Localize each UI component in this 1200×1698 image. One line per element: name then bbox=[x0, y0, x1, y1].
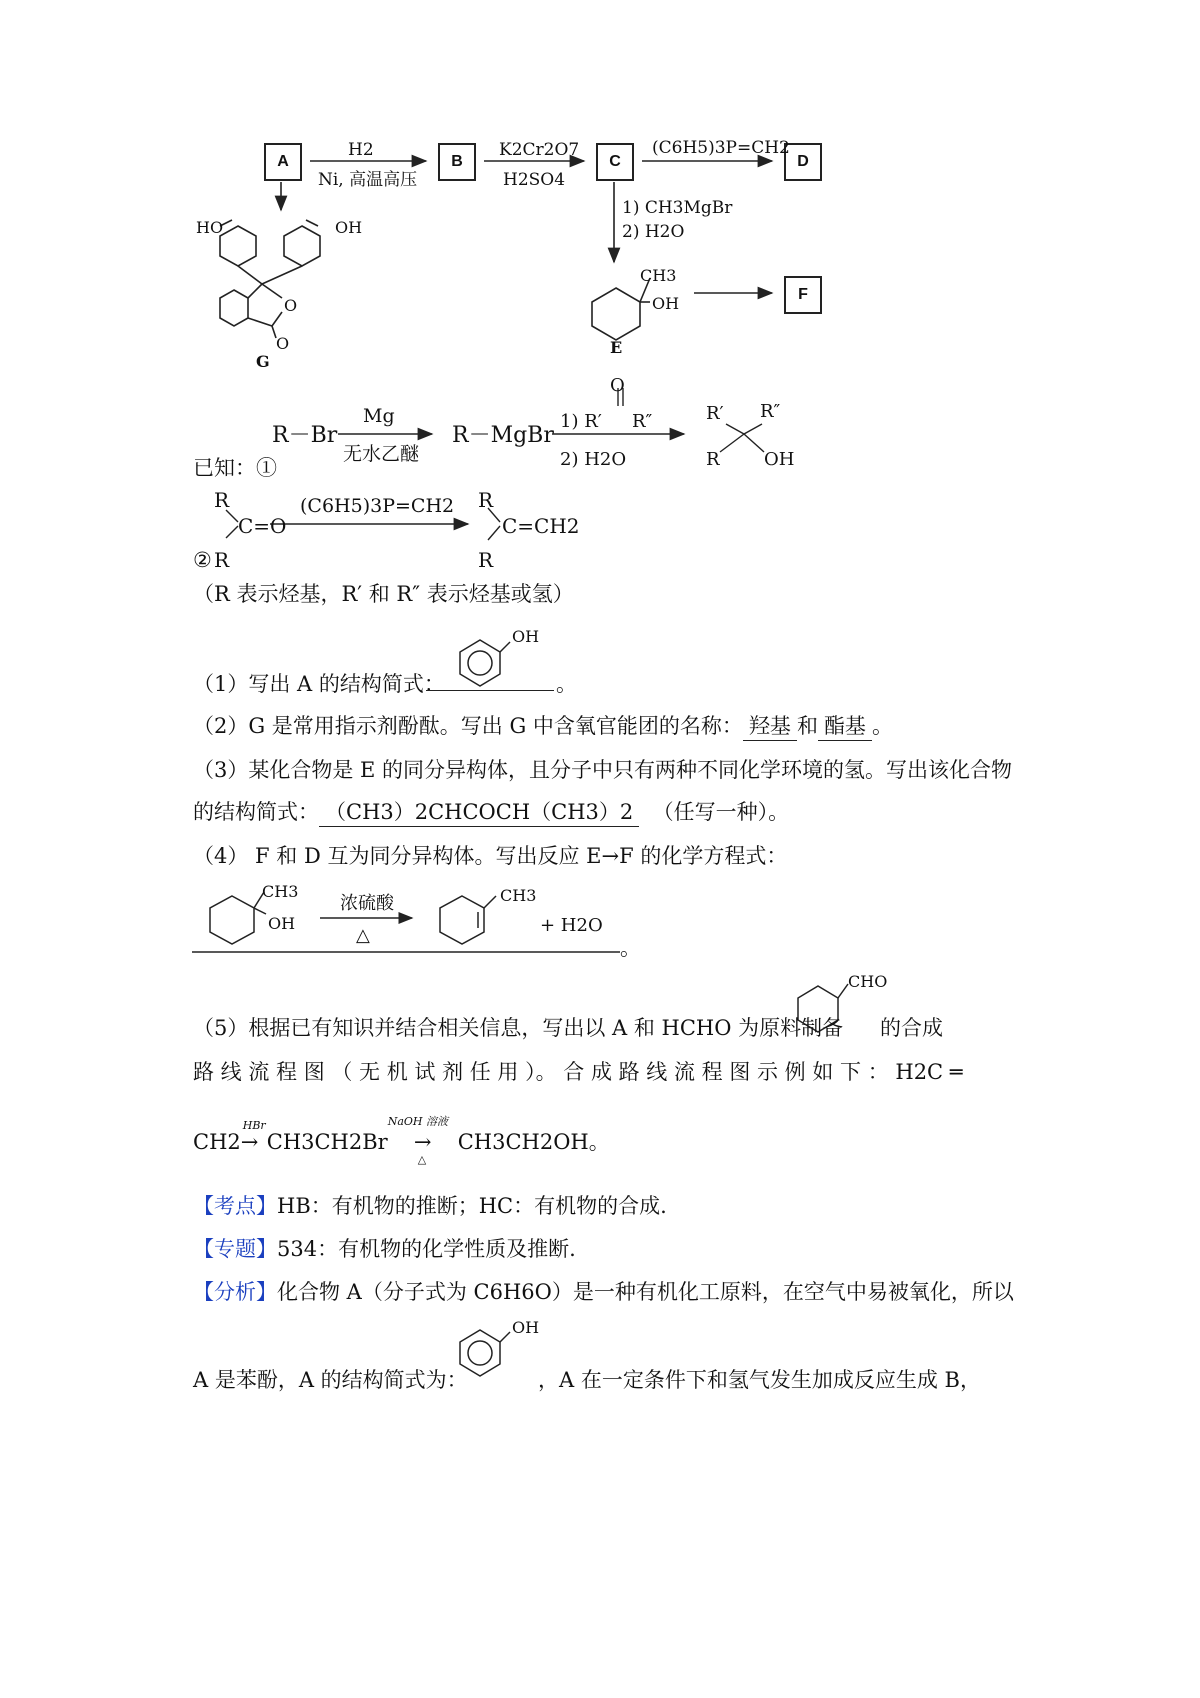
known-r1-step1-r2: R″ bbox=[632, 411, 653, 432]
fenxi-text1: 化合物 A（分子式为 C6H6O）是一种有机化工原料，在空气中易被氧化，所以 bbox=[277, 1280, 1014, 1304]
compound-box-d: D bbox=[784, 143, 822, 181]
known-r1-solvent: 无水乙醚 bbox=[343, 443, 420, 465]
known-r1-step1: 1) R′ bbox=[560, 411, 602, 432]
q5-naoh-label: NaOH 溶液 bbox=[387, 1115, 449, 1128]
q4-text: （4） F 和 D 互为同分异构体。写出反应 E→F 的化学方程式： bbox=[193, 844, 788, 868]
q5-bromoethane: CH3CH2Br bbox=[266, 1130, 388, 1154]
known-r1-prod-oh: OH bbox=[764, 449, 795, 470]
kaodian-text: HB：有机物的推断；HC：有机物的合成. bbox=[277, 1194, 667, 1218]
arrow-ce-step2: 2) H2O bbox=[622, 222, 685, 242]
q4-ch3: CH3 bbox=[262, 882, 299, 901]
q5-line1-b: 的合成 bbox=[880, 1016, 943, 1040]
q5-line2: 路 线 流 程 图 （ 无 机 试 剂 任 用 ）。 合 成 路 线 流 程 图 示 例 如 下 ： H2C ═ bbox=[193, 1060, 963, 1084]
q4-water: + H2O bbox=[540, 915, 603, 936]
g-structure bbox=[220, 220, 320, 338]
known-r1-prod-r2: R″ bbox=[760, 401, 781, 422]
known-r1-reagent: Mg bbox=[363, 405, 395, 427]
g-label: G bbox=[256, 352, 270, 371]
fenxi-oh-label: OH bbox=[512, 1318, 540, 1337]
q5-delta-label: △ bbox=[417, 1153, 427, 1166]
kaodian-tag: 【考点】 bbox=[193, 1194, 277, 1218]
known-r2-r-bottom: R bbox=[214, 548, 230, 572]
zhuanti-line bbox=[193, 1235, 576, 1263]
compound-box-c: C bbox=[596, 143, 634, 181]
known-r1-reactant: R－Br bbox=[272, 423, 338, 448]
q4-oh: OH bbox=[268, 914, 296, 933]
zhuanti-tag: 【专题】 bbox=[193, 1237, 277, 1261]
fenxi-line1 bbox=[193, 1278, 1014, 1306]
known-r1-step2: 2) H2O bbox=[560, 449, 627, 470]
g-ring-o-label: O bbox=[284, 296, 298, 315]
known-r2-prod-r-bottom: R bbox=[478, 548, 494, 572]
q1-end: 。 bbox=[556, 672, 577, 696]
g-oh-label: OH bbox=[335, 218, 363, 237]
e-oh-label: OH bbox=[652, 294, 680, 313]
known-note: （R 表示烃基，R′ 和 R″ 表示烃基或氢） bbox=[193, 582, 574, 606]
known-r2-product: C=CH2 bbox=[502, 514, 580, 538]
compound-box-b: B bbox=[438, 143, 476, 181]
q5-line3 bbox=[193, 1115, 610, 1166]
q5-naoh-arrow: NaOH 溶液 → △ bbox=[388, 1128, 458, 1156]
fenxi-tag: 【分析】 bbox=[193, 1280, 277, 1304]
fenxi-line2-a: A 是苯酚，A 的结构简式为： bbox=[193, 1368, 468, 1392]
q4-arrow-condition: △ bbox=[356, 925, 370, 946]
q5-ethene: CH2 bbox=[193, 1130, 241, 1154]
q5-line1-a: （5）根据已有知识并结合相关信息，写出以 A 和 HCHO 为原料制备 bbox=[193, 1016, 844, 1040]
arrow-cd-reagent: (C6H5)3P=CH2 bbox=[652, 138, 790, 158]
known-r2-carbonyl: C=O bbox=[238, 514, 287, 538]
q1-answer-line bbox=[426, 690, 554, 691]
q2-answer-2: 酯基 bbox=[818, 712, 872, 741]
q2-end: 。 bbox=[871, 714, 893, 738]
q4-end: 。 bbox=[620, 936, 641, 960]
known-r1-prod-r1: R′ bbox=[706, 403, 724, 424]
q1-text: （1）写出 A 的结构简式： bbox=[193, 672, 445, 696]
compound-box-f: F bbox=[784, 276, 822, 314]
scheme-arrows bbox=[0, 0, 1200, 400]
known-r2-label: ② bbox=[193, 548, 212, 572]
known-r2-reagent: (C6H5)3P=CH2 bbox=[300, 495, 455, 517]
arrow-ab-reagent: H2 bbox=[348, 140, 374, 160]
g-ho-label: HO bbox=[196, 218, 224, 237]
q3-line1: （3）某化合物是 E 的同分异构体，且分子中只有两种不同化学环境的氢。写出该化合物 bbox=[193, 758, 1013, 782]
e-ch3-label: CH3 bbox=[640, 266, 677, 285]
q3-line2 bbox=[193, 798, 789, 827]
e-label: E bbox=[610, 338, 623, 357]
arrow-bc-reagent: K2Cr2O7 bbox=[499, 140, 580, 160]
q5-hbr-label: HBr bbox=[242, 1119, 266, 1132]
q2-line bbox=[193, 712, 893, 741]
q2-answer-1: 羟基 bbox=[743, 712, 797, 741]
fenxi-line2-b: ，A 在一定条件下和氢气发生加成反应生成 B， bbox=[538, 1368, 981, 1392]
q1-oh-label: OH bbox=[512, 627, 540, 646]
q5-cho-label: CHO bbox=[848, 972, 888, 991]
known-r1-grignard: R－MgBr bbox=[452, 423, 554, 448]
compound-box-a: A bbox=[264, 143, 302, 181]
zhuanti-text: 534：有机物的化学性质及推断. bbox=[277, 1237, 576, 1261]
known-r1-carbonyl-o: O bbox=[610, 375, 625, 396]
q3-answer: （CH3）2CHCOCH（CH3）2 bbox=[319, 798, 639, 827]
q5-hbr-arrow: HBr → bbox=[241, 1128, 267, 1156]
kaodian-line bbox=[193, 1192, 667, 1220]
q3-suffix: （任写一种）。 bbox=[652, 800, 790, 824]
q4-product-ch3: CH3 bbox=[500, 886, 537, 905]
q5-ethanol: CH3CH2OH。 bbox=[457, 1130, 610, 1154]
g-carbonyl-o-label: O bbox=[276, 334, 290, 353]
q3-prefix: 的结构简式： bbox=[193, 800, 319, 824]
known-r2-r-top: R bbox=[214, 488, 230, 512]
arrow-ce-step1: 1) CH3MgBr bbox=[622, 198, 733, 218]
known-prefix: 已知：① bbox=[193, 456, 277, 480]
arrow-ab-conditions: Ni, 高温高压 bbox=[318, 170, 418, 190]
q4-arrow-reagent: 浓硫酸 bbox=[340, 893, 394, 914]
known-r2-prod-r-top: R bbox=[478, 488, 494, 512]
known-r1-prod-r: R bbox=[706, 449, 720, 470]
q2-mid: 和 bbox=[796, 714, 818, 738]
arrow-bc-conditions: H2SO4 bbox=[503, 170, 566, 190]
q2-text: （2）G 是常用指示剂酚酞。写出 G 中含氧官能团的名称： bbox=[193, 714, 743, 738]
